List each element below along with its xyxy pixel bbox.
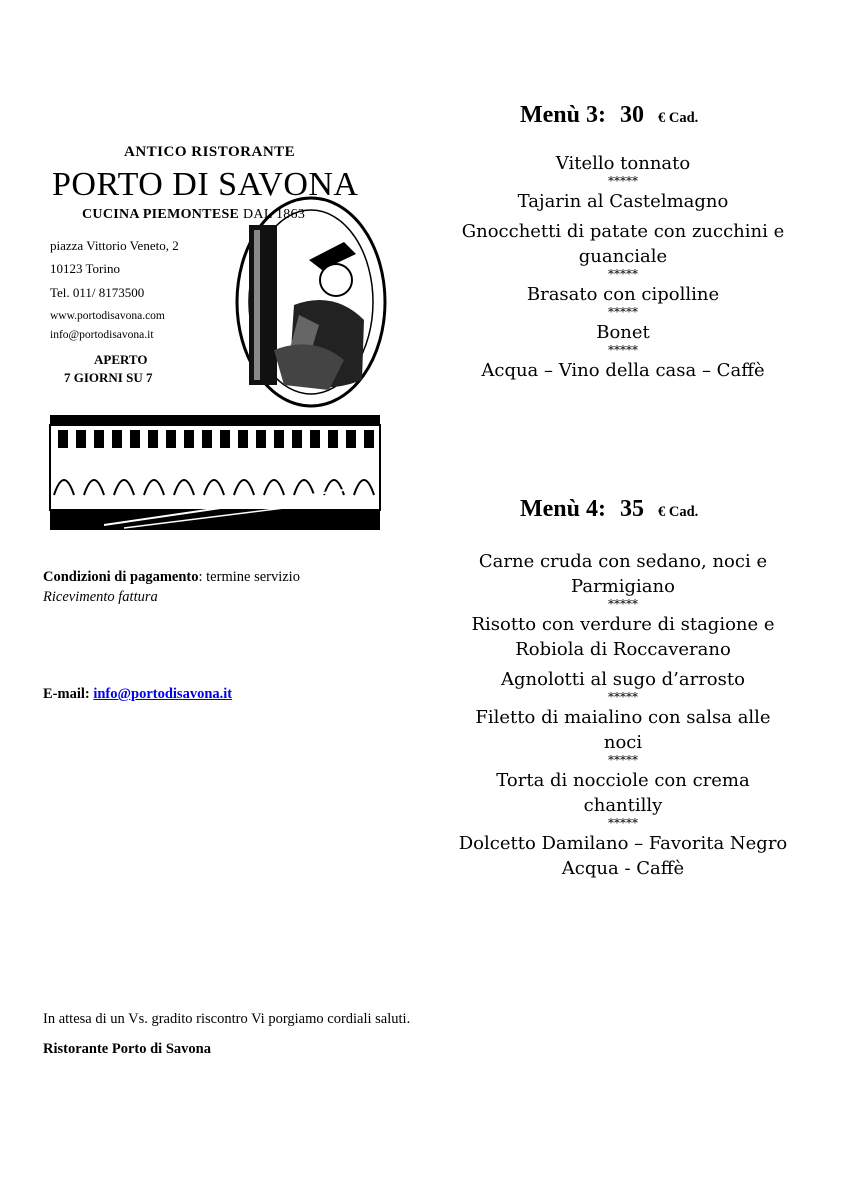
menu-item: guanciale bbox=[578, 246, 668, 267]
menu-item: Agnolotti al sugo d’arrosto bbox=[501, 669, 745, 690]
menu4-name: Menù 4: bbox=[520, 496, 606, 522]
closing-greeting: In attesa di un Vs. gradito riscontro Vi porgiamo cordiali saluti. bbox=[43, 1011, 411, 1027]
course-separator: ***** bbox=[608, 305, 638, 319]
menu3-list bbox=[455, 151, 791, 383]
logo-address: piazza Vittorio Veneto, 2 bbox=[50, 238, 179, 253]
course-separator: ***** bbox=[608, 343, 638, 357]
menu3-title bbox=[520, 102, 698, 129]
logo-open: APERTO bbox=[94, 352, 148, 367]
course-separator: ***** bbox=[608, 753, 638, 767]
logo-city: 10123 Torino bbox=[50, 261, 120, 276]
menu-item: Tajarin al Castelmagno bbox=[517, 191, 729, 212]
menu-item: Brasato con cipolline bbox=[526, 284, 720, 305]
menu3-name: Menù 3: bbox=[520, 102, 606, 128]
logo-since: DAL 1863 bbox=[243, 207, 306, 222]
menu4-price: 35 bbox=[620, 496, 644, 522]
menu-item: Risotto con verdure di stagione e bbox=[471, 614, 775, 635]
email-label: E-mail: bbox=[43, 686, 90, 702]
payment-value: : termine servizio bbox=[198, 569, 300, 585]
menu-item: Torta di nocciole con crema chantilly bbox=[496, 770, 750, 816]
logo-email: info@portodisavona.it bbox=[50, 329, 154, 341]
menu-item: Acqua - Caffè bbox=[561, 858, 685, 879]
email-link[interactable]: info@portodisavona.it bbox=[93, 686, 233, 702]
logo-cuisine-text: CUCINA PIEMONTESE bbox=[82, 207, 240, 222]
signature: Ristorante Porto di Savona bbox=[43, 1041, 211, 1057]
restaurant-logo bbox=[44, 130, 400, 540]
menu4-unit: € Cad. bbox=[658, 504, 699, 520]
menu3-unit: € Cad. bbox=[658, 110, 699, 126]
course-separator: ***** bbox=[608, 174, 638, 188]
menu-item: Parmigiano bbox=[571, 576, 675, 597]
email-line bbox=[43, 686, 232, 703]
logo-phone: Tel. 011/ 8173500 bbox=[50, 285, 145, 300]
menu-item: Carne cruda con sedano, noci e bbox=[478, 551, 768, 572]
logo-website: www.portodisavona.com bbox=[50, 310, 165, 322]
logo-cuisine bbox=[82, 207, 305, 223]
menu-item: Dolcetto Damilano – Favorita Negro bbox=[458, 833, 788, 854]
menu-item: Bonet bbox=[596, 322, 650, 343]
course-separator: ***** bbox=[608, 690, 638, 704]
payment-note: Ricevimento fattura bbox=[43, 589, 158, 605]
menu-item: Filetto di maialino con salsa alle noci bbox=[475, 707, 771, 753]
menu4-title bbox=[520, 496, 698, 523]
menu-item: Vitello tonnato bbox=[555, 153, 691, 174]
payment-label: Condizioni di pagamento bbox=[43, 569, 199, 585]
menu-item: Gnocchetti di patate con zucchini e bbox=[461, 221, 785, 242]
logo-open-days: 7 GIORNI SU 7 bbox=[64, 370, 153, 385]
payment-conditions bbox=[43, 569, 300, 586]
course-separator: ***** bbox=[608, 597, 638, 611]
menu-item: Acqua – Vino della casa – Caffè bbox=[481, 360, 765, 381]
course-separator: ***** bbox=[608, 816, 638, 830]
course-separator: ***** bbox=[608, 267, 638, 281]
menu4-list bbox=[455, 549, 791, 881]
logo-tagline: ANTICO RISTORANTE bbox=[124, 144, 296, 160]
menu3-price: 30 bbox=[620, 102, 644, 128]
menu-item: Robiola di Roccaverano bbox=[515, 639, 731, 660]
logo-name: PORTO DI SAVONA bbox=[52, 166, 359, 203]
